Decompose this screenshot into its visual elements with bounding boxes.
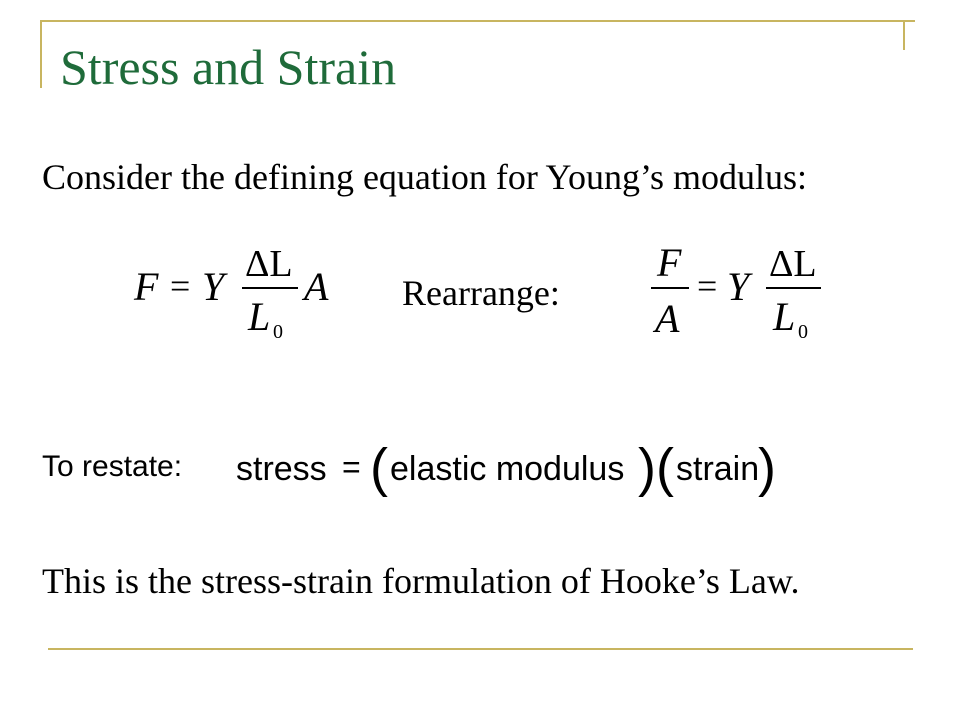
slide-title: Stress and Strain [60,39,397,95]
eq2-equals: = [697,266,718,306]
conclusion-text: This is the stress-strain formulation of Hooke’s Law. [42,561,800,601]
youngs-modulus-equation [128,238,348,348]
rearrange-label: Rearrange: [402,273,560,313]
eq3-stress: stress [236,450,327,488]
eq3-strain: strain [676,450,760,488]
eq1-force: F [134,264,159,309]
eq2-denominator-length: L [773,294,796,339]
eq1-numerator: ΔL [245,243,293,285]
eq3-elastic-modulus: elastic modulus [390,450,625,488]
intro-text: Consider the defining equation for Young’s modulus: [42,157,807,197]
eq3-open-paren-2: ( [656,438,674,498]
rearranged-equation [645,238,845,348]
eq2-denominator-subscript: 0 [798,321,808,343]
eq2-area: A [655,296,680,341]
eq1-modulus-symbol: Y [202,264,225,309]
eq3-equals: = [342,449,361,485]
eq1-area: A [304,264,329,309]
stress-strain-equation [232,436,792,506]
eq2-modulus-symbol: Y [727,264,750,309]
eq1-denominator-subscript: 0 [273,321,283,343]
right-bracket [903,20,905,50]
left-bracket [40,20,42,88]
eq3-close-paren-1: ) [638,438,656,498]
top-rule [40,20,915,22]
eq1-equals: = [170,266,191,306]
restate-label: To restate: [42,450,183,483]
eq3-close-paren-2: ) [758,438,776,498]
eq2-numerator: ΔL [769,243,817,285]
bottom-rule [48,648,913,650]
eq3-open-paren-1: ( [370,438,388,498]
eq1-denominator-length: L [248,294,271,339]
eq2-force: F [657,240,682,285]
